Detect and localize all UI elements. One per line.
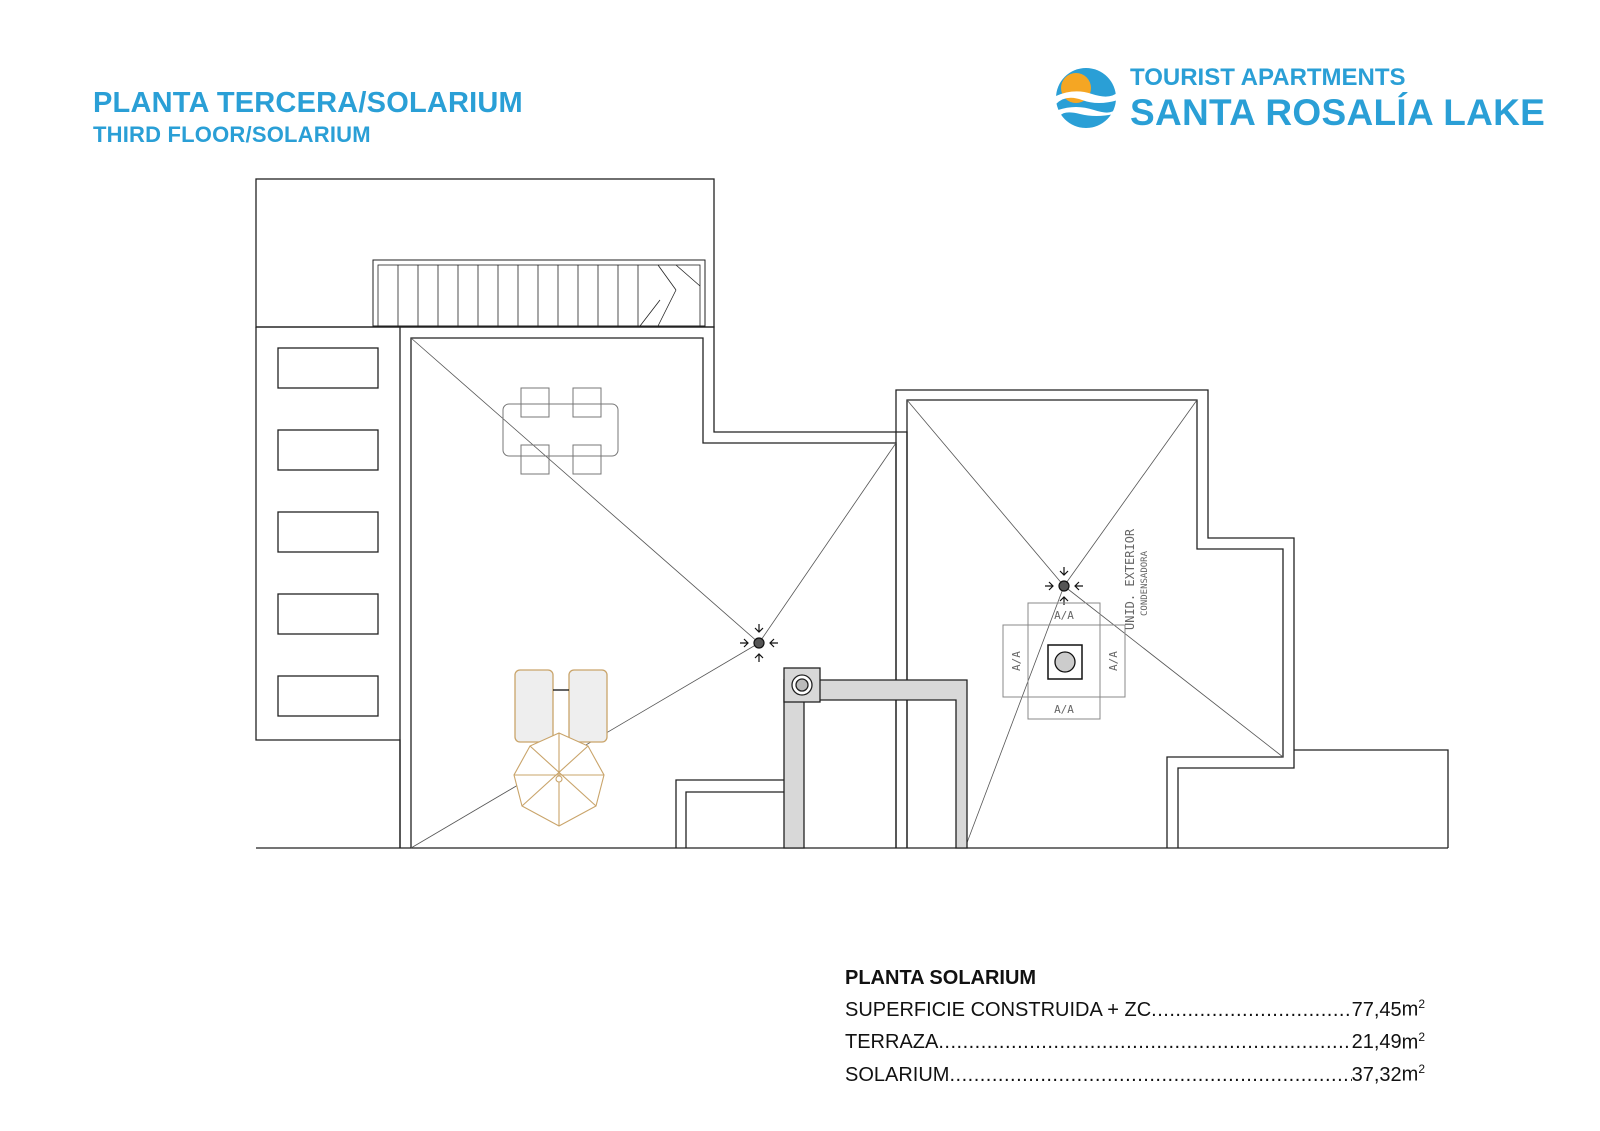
terrace-outer-wall — [400, 327, 907, 848]
ac-label-bottom: A/A — [1054, 703, 1074, 716]
area-value: 21,49 — [1351, 1031, 1402, 1054]
stair-steps — [398, 265, 700, 326]
condensadora-label: CONDENSADORA — [1140, 550, 1150, 616]
planter-4 — [278, 594, 378, 634]
sun-lounger-icon — [515, 670, 607, 742]
dining-table-icon — [503, 388, 618, 474]
brand-line-2: SANTA ROSALÍA LAKE — [1130, 92, 1546, 133]
area-label: TERRAZA — [845, 1031, 939, 1054]
ac-label-top: A/A — [1054, 609, 1074, 622]
area-row-solarium: SOLARIUM ..... 37,32 $m^2$ — [845, 1056, 1425, 1089]
area-value: 77,45 — [1351, 998, 1402, 1021]
terrace-inner-wall — [411, 338, 896, 848]
ac-label-right: A/A — [1107, 651, 1120, 671]
umbrella-icon — [514, 733, 604, 826]
planter-5 — [278, 676, 378, 716]
ac-label-left: A/A — [1010, 651, 1023, 671]
area-summary — [845, 965, 1425, 1089]
area-value: 37,32 — [1351, 1063, 1402, 1086]
duct-block — [784, 668, 967, 848]
area-label: SOLARIUM — [845, 1063, 950, 1086]
area-row-terrace: TERRAZA ..... 21,49 $m^2$ — [845, 1024, 1425, 1057]
planter-3 — [278, 512, 378, 552]
area-summary-title: PLANTA SOLARIUM — [845, 967, 1037, 989]
stair-block — [256, 179, 714, 327]
area-label: SUPERFICIE CONSTRUIDA + ZC — [845, 998, 1152, 1021]
left-wall — [256, 327, 400, 848]
unit-exterior-label: UNID. EXTERIOR — [1123, 528, 1137, 630]
area-row-built: SUPERFICIE CONSTRUIDA + ZC ..... 77,45 $m^2$ — [845, 991, 1425, 1024]
drain-icon-left — [740, 624, 778, 662]
planter-1 — [278, 348, 378, 388]
right-low-wall — [1294, 750, 1448, 848]
drain-icon-right — [1045, 567, 1083, 605]
planter-2 — [278, 430, 378, 470]
page-subtitle: THIRD FLOOR/SOLARIUM — [93, 122, 371, 147]
brand-line-1: TOURIST APARTMENTS — [1130, 64, 1406, 91]
page-title: PLANTA TERCERA/SOLARIUM — [93, 87, 523, 119]
